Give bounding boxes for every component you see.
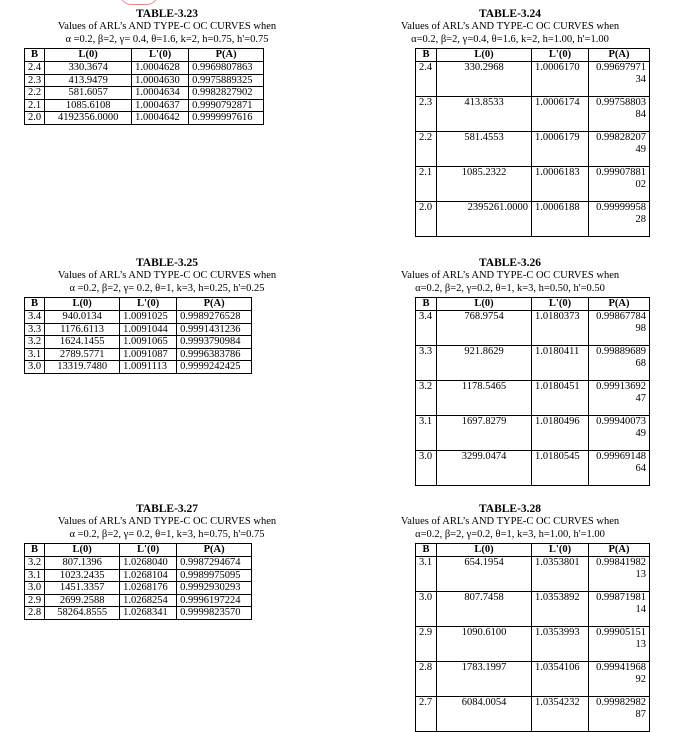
cell-l0: 413.9479 [45, 74, 132, 87]
cell-l0: 1176.6113 [45, 323, 120, 336]
cell-lp0: 1.0268176 [120, 582, 177, 595]
cell-b: 2.0 [416, 202, 437, 237]
cell-lp0: 1.0268341 [120, 607, 177, 620]
table-row [416, 202, 650, 237]
table-caption-line1: Values of ARL’s AND TYPE-C OC CURVES when [57, 270, 277, 281]
table-title: TABLE-3.26 [478, 257, 542, 269]
cell-b: 3.2 [25, 336, 45, 349]
cell-pa: 0.9996197224 [177, 594, 252, 607]
cell-pa: 0.9992930293 [177, 582, 252, 595]
data-table [415, 297, 650, 486]
data-table [415, 543, 650, 732]
col-header-pa: P(A) [589, 298, 650, 311]
table-caption-line2: α =0.2, β=2, γ= 0.2, θ=1, k=3, h=0.75, h'=0.75 [69, 528, 265, 540]
cell-pa: 0.9999995828 [589, 202, 650, 237]
cell-b: 3.1 [25, 569, 45, 582]
cell-b: 3.4 [416, 311, 437, 346]
cell-pa: 0.9998298287 [589, 697, 650, 732]
cell-lp0: 1.0353993 [532, 627, 589, 662]
cell-lp0: 1.0268254 [120, 594, 177, 607]
cell-b: 3.0 [416, 592, 437, 627]
table-caption-line2: α =0.2, β=2, γ= 0.2, θ=1, k=3, h=0.25, h'=0.25 [69, 282, 265, 294]
cell-l0: 654.1954 [437, 557, 532, 592]
header-row [25, 298, 252, 311]
cell-b: 2.3 [25, 74, 45, 87]
table-title: TABLE-3.24 [478, 8, 542, 20]
cell-b: 3.2 [25, 557, 45, 570]
cell-lp0: 1.0006179 [532, 132, 589, 167]
cell-b: 2.2 [416, 132, 437, 167]
cell-pa: 0.9969807863 [189, 62, 264, 75]
table-row [416, 592, 650, 627]
header-row [416, 298, 650, 311]
table-row [25, 557, 252, 570]
table-row [416, 662, 650, 697]
col-header-l0: L(0) [437, 544, 532, 557]
cell-l0: 768.9754 [437, 311, 532, 346]
cell-lp0: 1.0180373 [532, 311, 589, 346]
cell-l0: 2789.5771 [45, 348, 120, 361]
cell-lp0: 1.0091065 [120, 336, 177, 349]
cell-pa: 0.9982820749 [589, 132, 650, 167]
cell-lp0: 1.0180496 [532, 416, 589, 451]
cell-l0: 1783.1997 [437, 662, 532, 697]
cell-l0: 13319.7480 [45, 361, 120, 374]
cell-lp0: 1.0006183 [532, 167, 589, 202]
cell-b: 2.1 [416, 167, 437, 202]
cell-b: 2.4 [416, 62, 437, 97]
cell-pa: 0.9990515113 [589, 627, 650, 662]
cell-l0: 58264.8555 [45, 607, 120, 620]
cell-l0: 330.3674 [45, 62, 132, 75]
cell-pa: 0.9975889325 [189, 74, 264, 87]
cell-lp0: 1.0004637 [132, 99, 189, 112]
cell-lp0: 1.0268040 [120, 557, 177, 570]
col-header-b: B [416, 49, 437, 62]
table-row [25, 582, 252, 595]
table-row [25, 323, 252, 336]
cell-b: 3.4 [25, 311, 45, 324]
cell-pa: 0.9987198114 [589, 592, 650, 627]
cell-pa: 0.9996914864 [589, 451, 650, 486]
table-block-3-24 [350, 8, 670, 237]
cell-pa: 0.9984198213 [589, 557, 650, 592]
cell-lp0: 1.0091087 [120, 348, 177, 361]
cell-l0: 1090.6100 [437, 627, 532, 662]
data-table [24, 297, 252, 374]
cell-b: 2.8 [25, 607, 45, 620]
cell-lp0: 1.0004630 [132, 74, 189, 87]
cell-l0: 1624.1455 [45, 336, 120, 349]
table-block-3-25 [22, 257, 312, 374]
table-caption-line2: α =0.2, β=2, γ= 0.4, θ=1.6, k=2, h=0.75, h'=0.75 [65, 33, 269, 45]
cell-b: 3.3 [25, 323, 45, 336]
col-header-pa: P(A) [589, 49, 650, 62]
table-row [416, 697, 650, 732]
table-row [25, 336, 252, 349]
cell-lp0: 1.0091025 [120, 311, 177, 324]
cell-pa: 0.9994196892 [589, 662, 650, 697]
cell-pa: 0.9990792871 [189, 99, 264, 112]
cell-pa: 0.9990788102 [589, 167, 650, 202]
col-header-l0: L(0) [45, 544, 120, 557]
table-row [25, 607, 252, 620]
cell-b: 2.3 [416, 97, 437, 132]
col-header-b: B [416, 544, 437, 557]
cell-b: 3.0 [25, 582, 45, 595]
table-row [25, 348, 252, 361]
cell-b: 2.0 [25, 112, 45, 125]
cell-pa: 0.9993790984 [177, 336, 252, 349]
cell-b: 3.0 [416, 451, 437, 486]
cell-pa: 0.9994007349 [589, 416, 650, 451]
cell-lp0: 1.0268104 [120, 569, 177, 582]
cell-b: 2.9 [25, 594, 45, 607]
cell-pa: 0.9999997616 [189, 112, 264, 125]
table-caption-line1: Values of ARL’s AND TYPE-C OC CURVES when [57, 21, 277, 32]
cell-l0: 330.2968 [437, 62, 532, 97]
header-row [416, 49, 650, 62]
cell-pa: 0.9991369247 [589, 381, 650, 416]
cell-l0: 940.0134 [45, 311, 120, 324]
header-row [25, 544, 252, 557]
cell-lp0: 1.0353892 [532, 592, 589, 627]
cell-lp0: 1.0004634 [132, 87, 189, 100]
table-row [416, 381, 650, 416]
cell-pa: 0.9982827902 [189, 87, 264, 100]
cell-pa: 0.9996383786 [177, 348, 252, 361]
cell-b: 3.1 [416, 416, 437, 451]
table-row [416, 451, 650, 486]
col-header-l0: L(0) [437, 49, 532, 62]
cell-lp0: 1.0006170 [532, 62, 589, 97]
table-row [416, 416, 650, 451]
cell-lp0: 1.0353801 [532, 557, 589, 592]
cell-b: 2.4 [25, 62, 45, 75]
cell-lp0: 1.0006188 [532, 202, 589, 237]
table-row [416, 311, 650, 346]
col-header-pa: P(A) [189, 49, 264, 62]
table-row [25, 99, 264, 112]
cell-b: 3.1 [25, 348, 45, 361]
table-caption-line2: α=0.2, β=2, γ=0.2, θ=1, k=3, h=0.50, h'=0.50 [415, 282, 605, 294]
cell-l0: 413.8533 [437, 97, 532, 132]
cell-lp0: 1.0006174 [532, 97, 589, 132]
table-caption-line2: α=0.2, β=2, γ=0.4, θ=1.6, k=2, h=1.00, h'=1.00 [411, 33, 609, 45]
table-row [416, 346, 650, 381]
cell-b: 3.0 [25, 361, 45, 374]
table-title: TABLE-3.28 [478, 503, 542, 515]
cell-l0: 4192356.0000 [45, 112, 132, 125]
cell-b: 3.3 [416, 346, 437, 381]
col-header-lp0: L'(0) [532, 49, 589, 62]
cell-l0: 1085.2322 [437, 167, 532, 202]
col-header-l0: L(0) [437, 298, 532, 311]
table-row [25, 62, 264, 75]
col-header-pa: P(A) [177, 544, 252, 557]
table-row [416, 167, 650, 202]
cell-lp0: 1.0354106 [532, 662, 589, 697]
header-row [416, 544, 650, 557]
cell-b: 2.1 [25, 99, 45, 112]
table-block-3-26 [350, 257, 670, 486]
table-caption-line1: Values of ARL’s AND TYPE-C OC CURVES when [57, 516, 277, 527]
cell-pa: 0.9999823570 [177, 607, 252, 620]
col-header-lp0: L'(0) [532, 298, 589, 311]
table-block-3-27 [22, 503, 312, 620]
col-header-b: B [25, 49, 45, 62]
cell-lp0: 1.0004642 [132, 112, 189, 125]
table-title: TABLE-3.27 [135, 503, 199, 515]
cell-l0: 1085.6108 [45, 99, 132, 112]
table-caption-line2: α=0.2, β=2, γ=0.2, θ=1, k=3, h=1.00, h'=1.00 [415, 528, 605, 540]
col-header-l0: L(0) [45, 298, 120, 311]
cell-l0: 921.8629 [437, 346, 532, 381]
col-header-l0: L(0) [45, 49, 132, 62]
cell-lp0: 1.0004628 [132, 62, 189, 75]
data-table [24, 543, 252, 620]
cell-l0: 1697.8279 [437, 416, 532, 451]
col-header-b: B [25, 544, 45, 557]
cell-pa: 0.9991431236 [177, 323, 252, 336]
page-edge-decoration [120, 0, 158, 5]
cell-b: 3.1 [416, 557, 437, 592]
cell-b: 2.8 [416, 662, 437, 697]
cell-l0: 3299.0474 [437, 451, 532, 486]
cell-b: 2.2 [25, 87, 45, 100]
table-row [25, 87, 264, 100]
cell-l0: 2395261.0000 [437, 202, 532, 237]
cell-pa: 0.9989276528 [177, 311, 252, 324]
cell-lp0: 1.0180451 [532, 381, 589, 416]
cell-lp0: 1.0180545 [532, 451, 589, 486]
col-header-lp0: L'(0) [532, 544, 589, 557]
cell-pa: 0.9975880384 [589, 97, 650, 132]
cell-b: 2.9 [416, 627, 437, 662]
cell-l0: 6084.0054 [437, 697, 532, 732]
table-caption-line1: Values of ARL’s AND TYPE-C OC CURVES when [400, 270, 620, 281]
table-row [416, 62, 650, 97]
table-block-3-23 [22, 8, 312, 125]
cell-l0: 581.6057 [45, 87, 132, 100]
table-caption-line1: Values of ARL’s AND TYPE-C OC CURVES when [400, 21, 620, 32]
table-row [416, 132, 650, 167]
table-row [416, 557, 650, 592]
table-block-3-28 [350, 503, 670, 732]
cell-l0: 581.4553 [437, 132, 532, 167]
cell-b: 2.7 [416, 697, 437, 732]
data-table [415, 48, 650, 237]
cell-l0: 2699.2588 [45, 594, 120, 607]
cell-pa: 0.9987294674 [177, 557, 252, 570]
table-row [25, 112, 264, 125]
cell-pa: 0.9999242425 [177, 361, 252, 374]
cell-lp0: 1.0091044 [120, 323, 177, 336]
cell-l0: 1451.3357 [45, 582, 120, 595]
cell-l0: 1178.5465 [437, 381, 532, 416]
col-header-lp0: L'(0) [120, 298, 177, 311]
col-header-pa: P(A) [177, 298, 252, 311]
table-title: TABLE-3.25 [135, 257, 199, 269]
cell-pa: 0.9986778498 [589, 311, 650, 346]
table-row [416, 627, 650, 662]
cell-lp0: 1.0354232 [532, 697, 589, 732]
col-header-lp0: L'(0) [132, 49, 189, 62]
cell-lp0: 1.0180411 [532, 346, 589, 381]
table-row [25, 569, 252, 582]
table-row [25, 361, 252, 374]
cell-b: 3.2 [416, 381, 437, 416]
cell-pa: 0.9989975095 [177, 569, 252, 582]
data-table [24, 48, 264, 125]
cell-l0: 807.1396 [45, 557, 120, 570]
table-row [25, 594, 252, 607]
table-caption-line1: Values of ARL’s AND TYPE-C OC CURVES when [400, 516, 620, 527]
cell-pa: 0.9988968968 [589, 346, 650, 381]
col-header-pa: P(A) [589, 544, 650, 557]
col-header-lp0: L'(0) [120, 544, 177, 557]
col-header-b: B [25, 298, 45, 311]
table-row [25, 74, 264, 87]
table-row [25, 311, 252, 324]
header-row [25, 49, 264, 62]
cell-pa: 0.9969797134 [589, 62, 650, 97]
cell-lp0: 1.0091113 [120, 361, 177, 374]
table-row [416, 97, 650, 132]
col-header-b: B [416, 298, 437, 311]
table-title: TABLE-3.23 [135, 8, 199, 20]
cell-l0: 807.7458 [437, 592, 532, 627]
cell-l0: 1023.2435 [45, 569, 120, 582]
